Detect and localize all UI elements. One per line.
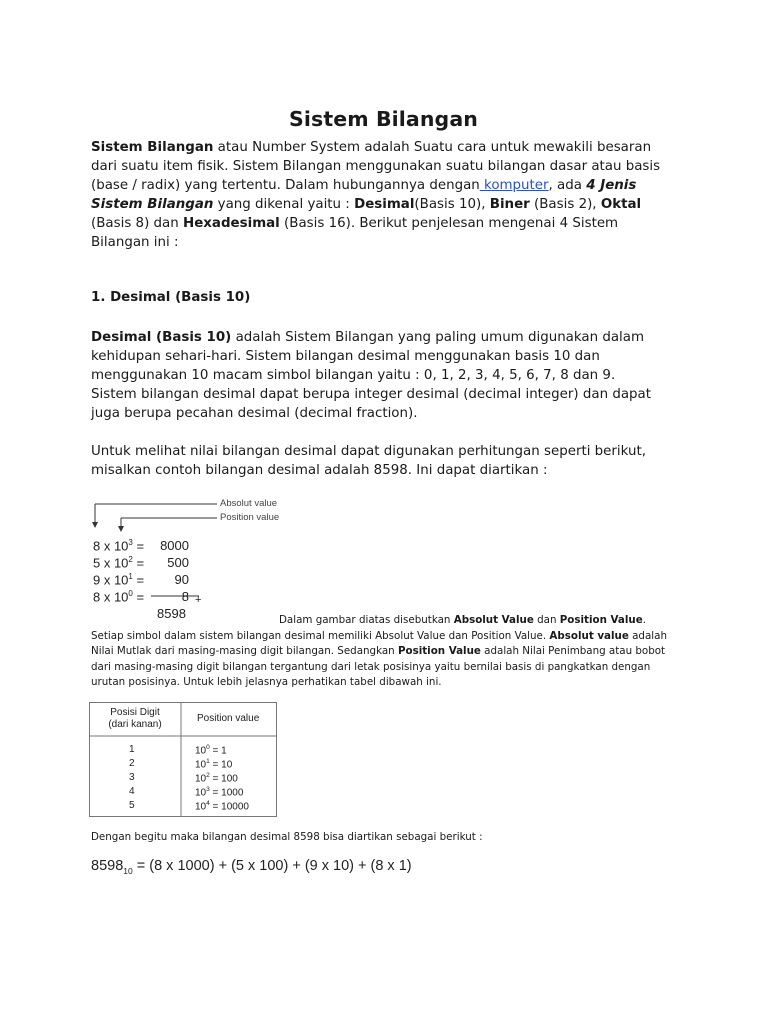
page-title: Sistem Bilangan [289, 107, 478, 131]
term-oktal: Oktal [600, 197, 642, 212]
caption-text: adalah Nilai Penimbang atau bobot dari masing-masing digit bilangan tergantung dari letak posisinya yaitu bernilai basis di pangkatkan dengan urutan posisinya. Untuk lebih jelasnya perhatikan tabel dibawah ini. [91, 645, 666, 688]
desimal-paragraph [91, 328, 663, 423]
term-hexadesimal: Hexadesimal [183, 216, 280, 231]
caption-text: Dalam gambar diatas disebutkan [279, 614, 454, 626]
caption-term: Position Value [559, 614, 643, 626]
intro-text: yang dikenal yaitu : [213, 197, 355, 212]
expansion-row: 8 x $10^0$ = 8 [93, 589, 189, 605]
intro-text: (Basis 8) dan [91, 216, 183, 231]
caption-term: Position Value [397, 645, 481, 657]
formula-base: 10 [123, 865, 133, 876]
caption-text: . Setiap simbol dalam sistem bilangan desimal memiliki Absolut Value dan Position Value. [91, 614, 646, 642]
caption-paragraph [91, 613, 681, 691]
komputer-link[interactable]: komputer [479, 178, 549, 193]
closing-paragraph: Dengan begitu maka bilangan desimal 8598 bisa diartikan sebagai berikut : [91, 831, 483, 843]
intro-text: atau Number System adalah Suatu cara untuk mewakili besaran dari suatu item fisik. Sistem Bilangan menggunakan suatu bilangan dasar atau basis (base / radix) yang tertentu. Dalam hubungannya dengan [91, 140, 661, 193]
total-value: 8598 [157, 606, 186, 621]
example-paragraph: Untuk melihat nilai bilangan desimal dapat digunakan perhitungan seperti berikut, misalkan contoh bilangan desimal adalah 8598. Ini dapat diartikan : [91, 444, 646, 478]
intro-term: Sistem Bilangan [91, 140, 214, 155]
intro-text: (Basis 2), [529, 197, 601, 212]
intro-text: (Basis 16). Berikut penjelesan mengenai 4 Sistem Bilangan ini : [91, 216, 619, 250]
table-header-position: Posisi Digit (dari kanan) [108, 707, 162, 730]
caption-text: dan [533, 614, 560, 626]
formula-number: 8598 [91, 858, 124, 874]
formula-expansion: = (8 x 1000) + (5 x 100) + (9 x 10) + (8 x 1) [132, 858, 412, 874]
intro-text: (Basis 10), [414, 197, 490, 212]
section-heading: 1. Desimal (Basis 10) [91, 290, 251, 305]
desimal-text: adalah Sistem Bilangan yang paling umum digunakan dalam kehidupan sehari-hari. Sistem bilangan desimal menggunakan basis 10 dan menggunakan 10 macam simbol bilangan yaitu : 0, 1, 2, 3, 4, 5, 6, 7, 8 dan 9. Sistem bilangan desimal dapat berupa integer desimal (decimal integer) dan dapat juga berupa pecahan desimal (decimal fraction). [91, 330, 652, 421]
caption-term: Absolut Value [453, 614, 534, 626]
expansion-row: 5 x $10^2$ = 500 [93, 555, 189, 571]
intro-emphasis: 4 Jenis Sistem Bilangan [91, 178, 637, 212]
expansion-formula [91, 858, 412, 876]
table-header-value: Position value [197, 713, 260, 724]
term-biner: Biner [489, 197, 530, 212]
desimal-term: Desimal (Basis 10) [91, 330, 232, 345]
decimal-expansion-figure [89, 494, 289, 622]
expansion-row: 9 x $10^1$ = 90 [93, 572, 189, 588]
position-value-label: Position value [220, 512, 280, 523]
intro-paragraph [91, 138, 663, 252]
expansion-row: 8 x $10^3$ = 8000 [93, 538, 189, 554]
absolut-value-label: Absolut value [220, 498, 278, 509]
position-value-table: Posisi Digit (dari kanan) Position value 1 $10^0 = 1$ 2 $10^1 = 10$ 3 $10^2 = 100$ 4 $10^3 = 1000$ 5 $10^4 = 10000$ [89, 702, 279, 818]
caption-text: adalah Nilai Mutlak dari masing-masing digit bilangan. Sedangkan [91, 629, 667, 657]
intro-text: , ada [548, 178, 587, 193]
caption-term: Absolut value [549, 629, 629, 642]
term-desimal: Desimal [354, 197, 415, 212]
plus-sign: + [195, 594, 202, 606]
